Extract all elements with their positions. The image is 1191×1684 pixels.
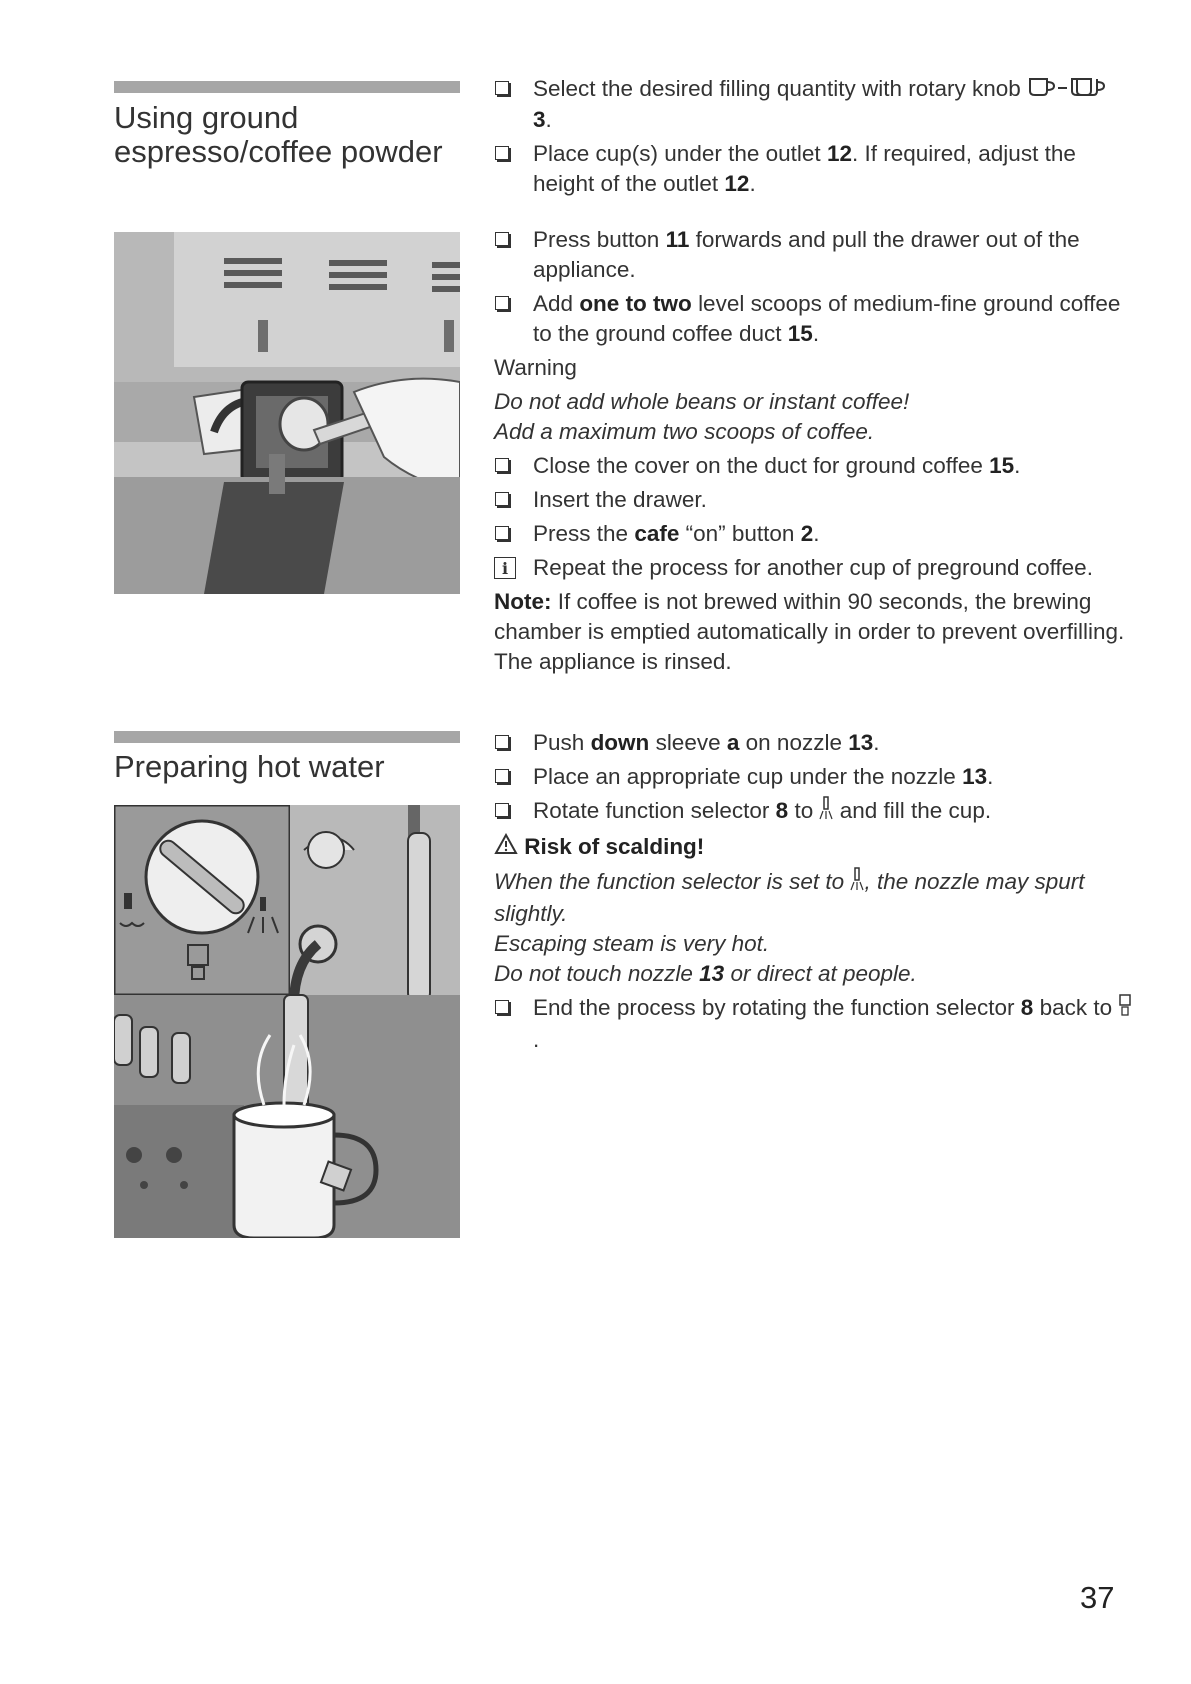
list-item: Press button 11 forwards and pull the drawer out of the appliance. (494, 225, 1134, 285)
section-rule-hot-water (114, 731, 460, 743)
list-item: Select the desired filling quantity with rotary knob 3. (494, 74, 1134, 135)
warning-text: Add a maximum two scoops of coffee. (494, 419, 875, 444)
list-item: Insert the drawer. (494, 485, 1134, 515)
risk-title-row: Risk of scalding! (494, 832, 1134, 863)
instructions-ground-coffee-part1 (494, 74, 1134, 203)
checkbox-bullet-icon (495, 492, 509, 506)
cup-size-small-to-large-icon (1027, 75, 1109, 105)
list-item: Rotate function selector 8 to and fill the cup. (494, 796, 1134, 828)
note-paragraph: Note: If coffee is not brewed within 90 seconds, the brewing chamber is emptied automatically in order to prevent overfilling. The appliance is rinsed. (494, 589, 1125, 674)
checkbox-bullet-icon (495, 803, 509, 817)
checkbox-bullet-icon (495, 232, 509, 246)
instructions-ground-coffee-part2 (494, 225, 1134, 681)
list-item: End the process by rotating the function selector 8 back to . (494, 993, 1134, 1055)
illustration-ground-coffee-drawer (114, 232, 460, 594)
checkbox-bullet-icon (495, 769, 509, 783)
heading-preparing-hot-water: Preparing hot water (114, 749, 385, 784)
warning-triangle-icon (494, 833, 518, 863)
coffee-cup-position-icon (1118, 993, 1132, 1025)
heading-using-ground-coffee: Using ground espresso/coffee powder (114, 100, 443, 169)
checkbox-bullet-icon (495, 1000, 509, 1014)
checkbox-bullet-icon (495, 146, 509, 160)
checkbox-bullet-icon (495, 81, 509, 95)
list-item: Add one to two level scoops of medium-fine ground coffee to the ground coffee duct 15. (494, 289, 1134, 349)
list-item: Press the cafe “on” button 2. (494, 519, 1134, 549)
hot-water-nozzle-icon (819, 796, 833, 828)
checkbox-bullet-icon (495, 296, 509, 310)
list-item: Place cup(s) under the outlet 12. If required, adjust the height of the outlet 12. (494, 139, 1134, 199)
checkbox-bullet-icon (495, 735, 509, 749)
list-item: Push down sleeve a on nozzle 13. (494, 728, 1134, 758)
info-item: i Repeat the process for another cup of preground coffee. (494, 553, 1134, 583)
illustration-hot-water-nozzle (114, 805, 460, 1238)
info-icon: i (494, 557, 516, 579)
hot-water-nozzle-icon (850, 867, 864, 899)
instructions-hot-water (494, 728, 1134, 1059)
checkbox-bullet-icon (495, 526, 509, 540)
warning-title: Warning (494, 355, 577, 380)
section-rule-ground-coffee (114, 81, 460, 93)
checkbox-bullet-icon (495, 458, 509, 472)
risk-text: Do not touch nozzle 13 or direct at people. (494, 961, 917, 987)
list-item: Place an appropriate cup under the nozzle 13. (494, 762, 1134, 792)
warning-text: Do not add whole beans or instant coffee! (494, 389, 910, 414)
risk-text: When the function selector is set to , the nozzle may spurt slightly. (494, 869, 1085, 927)
page-number: 37 (1080, 1580, 1115, 1615)
risk-text: Escaping steam is very hot. (494, 931, 770, 957)
list-item: Close the cover on the duct for ground coffee 15. (494, 451, 1134, 481)
